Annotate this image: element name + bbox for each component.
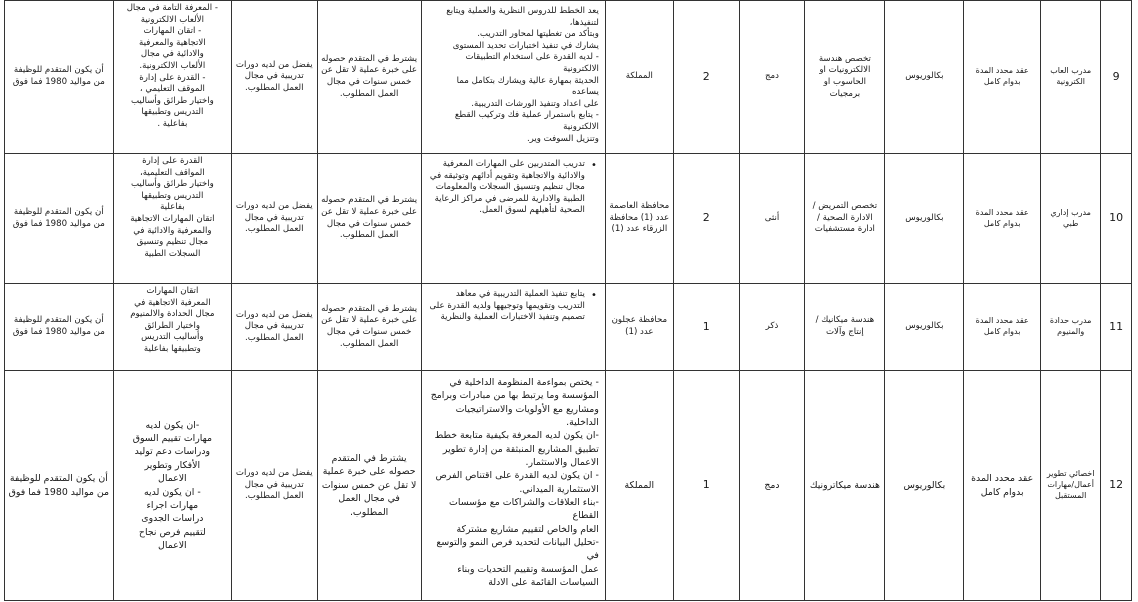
job-title: مدرب إداري طبي: [1041, 154, 1101, 284]
description-line: - يتابع باستمرار عملية فك وتركيب القطع الالكترونية: [454, 110, 599, 132]
table-row: [5, 371, 1132, 601]
skills-line: الاتجاهية والمعرفية: [139, 37, 206, 48]
description-line: تطبيق المشاريع المنبثقة من إدارة تطوير: [442, 443, 599, 455]
courses-preference: يفضل من لديه دورات تدريبية في مجال العمل المطلوب.: [232, 1, 318, 154]
courses-preference: يفضل من لديه دورات تدريبية في مجال العمل المطلوب.: [232, 284, 318, 371]
specialty: تخصص التمريض / الادارة الصحية / ادارة مستشفيات: [805, 154, 885, 284]
skills-line: وتطبيقها بفاعلية: [143, 343, 201, 354]
job-listing-table: [4, 0, 1132, 601]
description-line: الاستثمارية الميداني.: [519, 483, 599, 495]
skills-line: -ان يكون لديه: [145, 419, 200, 431]
description-line: الحديثة بمهارة عالية ويشارك بتكامل مما يساعده: [456, 75, 599, 98]
description-line: يعد الخطط للدروس النظرية والعملية ويتابع لتنفيذها،: [446, 6, 599, 28]
job-title: مدرب العاب الكترونية: [1041, 1, 1101, 154]
skills-line: بفاعلية .: [157, 118, 188, 129]
skills-line: لتقييم فرص نجاح: [138, 526, 206, 538]
gender: دمج: [739, 1, 805, 154]
skills-line: المعرفية الاتجاهية في: [134, 297, 211, 308]
skills-line: وأساليب التدريس: [141, 332, 204, 343]
job-listing-table-sheet: [4, 0, 1132, 600]
description-line: المؤسسة وما يرتبط بها من مبادرات وبرامج: [430, 390, 599, 402]
skills-line: الأفكار وتطوير: [144, 459, 201, 471]
description-line: - لديه القدرة على استخدام التطبيقات الالكترونية: [465, 52, 599, 74]
degree: بكالوريوس: [885, 284, 964, 371]
skills-line: السجلات الطبية: [144, 248, 201, 259]
description-line: الداخلية.: [566, 417, 599, 429]
row-number: 10: [1101, 154, 1132, 284]
description-line: - يختص بمواءمة المنظومة الداخلية في: [449, 377, 599, 388]
skills-line: مجال الحدادة والالمنيوم: [130, 309, 215, 320]
specialty: تخصص هندسة الالكترونيات او الحاسوب او برمجيات: [805, 1, 885, 154]
skills-line: والادائية في مجال: [140, 49, 204, 60]
degree: بكالوريوس: [885, 371, 964, 601]
description-bullet: • تدريب المتدربين على المهارات المعرفية والادائية والاتجاهية وتقويم أدائهم وتوثيقه في مجال تنظيم وتنسيق السجلات والمعلومات الطبية والادارية للمرضى في مراكز الرعاية الصحية لتأهيلهم لسوق العمل.: [428, 159, 599, 217]
vacancy-count: 1: [673, 371, 739, 601]
skills-line: الاعمال: [158, 539, 187, 551]
location: المملكة: [605, 371, 673, 601]
vacancy-count: 2: [673, 1, 739, 154]
degree: بكالوريوس: [885, 1, 964, 154]
skills-line: القدرة على إدارة: [142, 156, 203, 166]
description-line: - ان يكون لديه القدرة على اقتناص الفرص: [435, 470, 599, 482]
table-row: [5, 284, 1132, 371]
description-line: -بناء العلاقات والشراكات مع مؤسسات القطاع: [449, 497, 599, 522]
specialty: هندسة ميكانيك / إنتاج وآلات: [805, 284, 885, 371]
job-description: [421, 371, 605, 601]
gender: دمج: [739, 371, 805, 601]
table-row: [5, 1, 1132, 154]
job-description: [421, 284, 605, 371]
birth-year-requirement: أن يكون المتقدم للوظيفة من مواليد 1980 فما فوق: [5, 154, 114, 284]
birth-year-requirement: أن يكون المتقدم للوظيفة من مواليد 1980 فما فوق: [5, 1, 114, 154]
specialty: هندسة ميكاترونيك: [805, 371, 885, 601]
degree: بكالوريوس: [885, 154, 964, 284]
description-line: على اعداد وتنفيذ الورشات التدريبية.: [471, 98, 599, 109]
skills-line: والمعرفية والادائية في: [133, 225, 212, 236]
skills-line: ودراسات دعم توليد: [134, 446, 211, 458]
job-description: [421, 154, 605, 284]
birth-year-requirement: أن يكون المتقدم للوظيفة من مواليد 1980 فما فوق: [5, 371, 114, 601]
description-line: السياسات القائمة على الادلة: [488, 577, 599, 589]
skills-line: مهارات تقييم السوق: [132, 433, 212, 445]
vacancy-count: 1: [673, 284, 739, 371]
skills-line: الاعمال: [158, 473, 187, 485]
row-number: 9: [1101, 1, 1132, 154]
skills-line: اتقان المهارات: [146, 286, 199, 296]
row-number: 12: [1101, 371, 1132, 601]
skills: [113, 284, 231, 371]
skills-line: دراسات الجدوى: [141, 513, 204, 525]
courses-preference: يفضل من لديه دورات تدريبية في مجال العمل المطلوب.: [232, 371, 318, 601]
description-bullet: • يتابع تنفيذ العملية التدريبية في معاهد التدريب وتقويمها وتوجيهها ولديه القدرة على تصميم وتنفيذ الاختبارات العملية والنظرية: [428, 289, 599, 324]
description-line: عمل المؤسسة وتقييم التحديات وبناء: [457, 563, 599, 575]
skills-line: التدريس وتطبيقها: [141, 190, 204, 201]
skills: [113, 154, 231, 284]
location: المملكة: [605, 1, 673, 154]
contract-type: عقد محدد المدة بدوام كامل: [964, 284, 1041, 371]
skills-line: واختيار طرائق وأساليب: [130, 179, 214, 190]
location: محافظة عجلون عدد (1): [605, 284, 673, 371]
skills-line: - القدرة على إدارة: [139, 72, 206, 83]
skills-line: - اتقان المهارات: [143, 26, 202, 37]
skills-line: مهارات اجراء: [146, 499, 199, 511]
skills-line: التدريس وتطبيقها: [141, 107, 204, 118]
job-title: اخصائي تطوير أعمال/مهارات المستقبل: [1041, 371, 1101, 601]
gender: أنثى: [739, 154, 805, 284]
experience-requirement: يشترط في المتقدم حصوله على خبرة عملية لا تقل عن خمس سنوات في مجال العمل المطلوب.: [317, 1, 421, 154]
skills-line: الألعاب الالكترونية.: [139, 60, 206, 71]
skills: [113, 1, 231, 154]
contract-type: عقد محدد المدة بدوام كامل: [964, 1, 1041, 154]
row-number: 11: [1101, 284, 1132, 371]
skills-line: - المعرفة التامة في مجال: [126, 3, 219, 13]
skills-line: اتقان المهارات الاتجاهية: [130, 213, 215, 224]
courses-preference: يفضل من لديه دورات تدريبية في مجال العمل المطلوب.: [232, 154, 318, 284]
description-line: -ان يكون لديه المعرفة بكيفية متابعة خطط: [434, 430, 599, 442]
birth-year-requirement: أن يكون المتقدم للوظيفة من مواليد 1980 فما فوق: [5, 284, 114, 371]
description-line: ومشاريع مع الأولويات والاستراتيجيات: [455, 403, 599, 415]
vacancy-count: 2: [673, 154, 739, 284]
contract-type: عقد محدد المدة بدوام كامل: [964, 371, 1041, 601]
experience-requirement: يشترط في المتقدم حصوله على خبرة عملية لا تقل عن خمس سنوات في مجال العمل المطلوب.: [317, 284, 421, 371]
contract-type: عقد محدد المدة بدوام كامل: [964, 154, 1041, 284]
skills-line: مجال تنظيم وتنسيق: [136, 237, 209, 248]
description-line: وبتأكد من تغطيتها لمحاور التدريب.: [477, 29, 599, 40]
description-line: الاعمال والاستثمار.: [525, 457, 599, 469]
description-line: يشارك في تنفيذ اختبارات تحديد المستوى: [452, 40, 599, 51]
table-row: [5, 154, 1132, 284]
skills-line: المواقف التعليمية،: [140, 167, 205, 178]
description-line: وتنزيل السوفت وير.: [526, 133, 599, 144]
skills-line: واختيار الطرائق: [144, 320, 200, 331]
description-line: العام والخاص لتقييم مشاريع مشتركة: [456, 523, 599, 535]
skills: [113, 371, 231, 601]
experience-requirement: يشترط في المتقدم حصوله على خبرة عملية لا تقل عن خمس سنوات في مجال العمل المطلوب.: [317, 371, 421, 601]
description-line: -تحليل البيانات لتحديد فرص النمو والتوسع في: [436, 537, 599, 562]
location: محافظة العاصمة عدد (1) محافظة الزرقاء عدد (1): [605, 154, 673, 284]
skills-line: - ان يكون لديه: [143, 486, 201, 498]
skills-line: بفاعلية: [160, 202, 185, 213]
skills-line: واختيار طرائق وأساليب: [130, 95, 214, 106]
experience-requirement: يشترط في المتقدم حصوله على خبرة عملية لا تقل عن خمس سنوات في مجال العمل المطلوب.: [317, 154, 421, 284]
job-description: [421, 1, 605, 154]
skills-line: الموقف التعليمي ،: [139, 84, 205, 95]
job-title: مدرب حدادة والمنيوم: [1041, 284, 1101, 371]
gender: ذكر: [739, 284, 805, 371]
skills-line: الألعاب الالكترونية: [140, 14, 204, 25]
